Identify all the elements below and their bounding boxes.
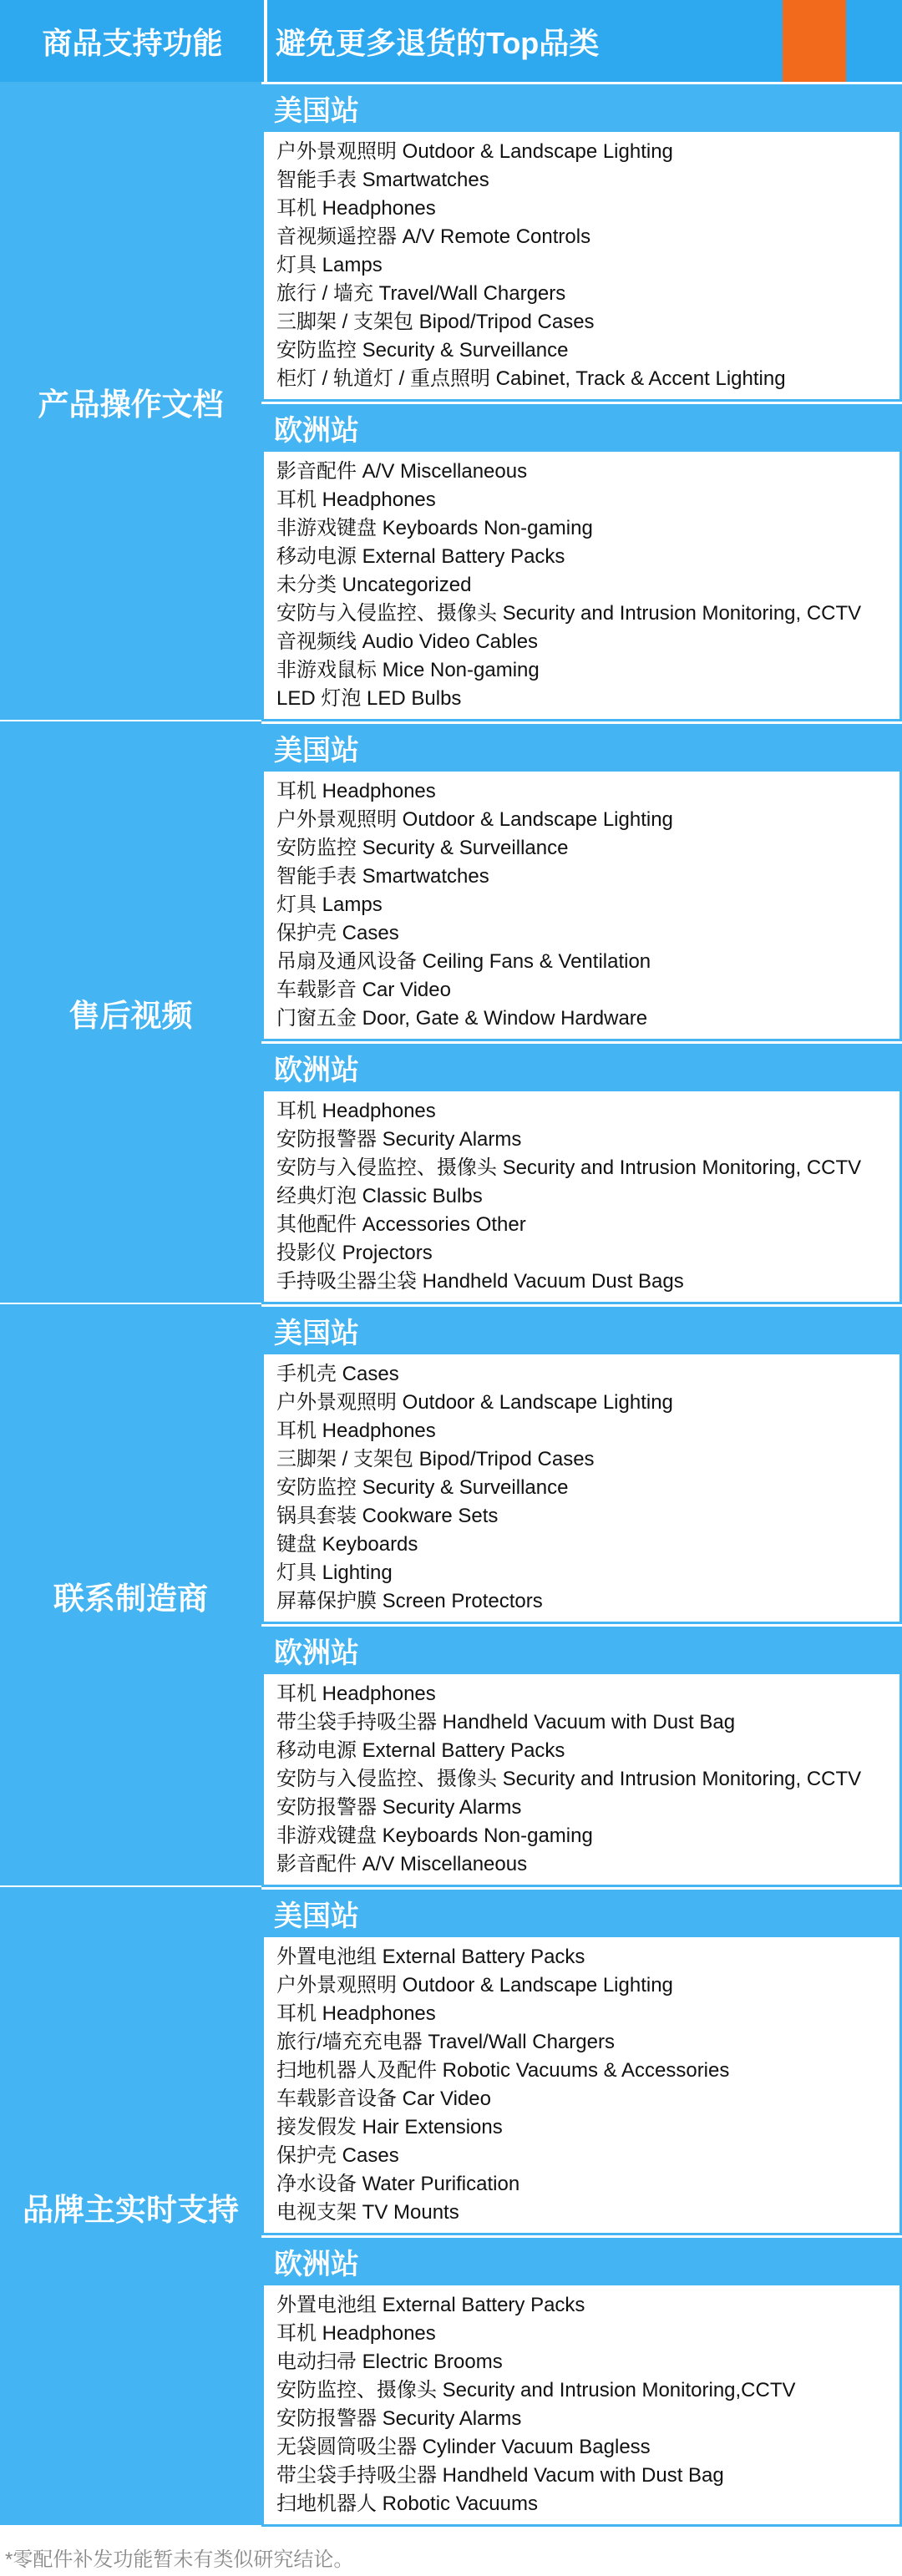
list-item: 耳机 Headphones xyxy=(276,2002,436,2025)
list-item: 投影仪 Projectors xyxy=(276,1242,433,1264)
list-item: 接发假发 Hair Extensions xyxy=(276,2116,503,2138)
list-item: 安防与入侵监控、摄像头 Security and Intrusion Monitoring, CCTV xyxy=(276,1156,862,1179)
list-item: 智能手表 Smartwatches xyxy=(276,865,489,888)
region-label: 美国站 xyxy=(261,1304,902,1354)
list-item: 灯具 Lamps xyxy=(276,893,383,916)
list-item: 耳机 Headphones xyxy=(276,1100,436,1122)
list-item: 旅行 / 墙充 Travel/Wall Chargers xyxy=(276,282,566,305)
list-item: 安防报警器 Security Alarms xyxy=(276,1128,522,1151)
region-item-list xyxy=(261,1354,902,1624)
list-item: 键盘 Keyboards xyxy=(276,1533,418,1556)
list-item: 户外景观照明 Outdoor & Landscape Lighting xyxy=(276,140,673,163)
category-list xyxy=(261,1887,902,2527)
list-item: 安防报警器 Security Alarms xyxy=(276,1796,522,1819)
list-item: 其他配件 Accessories Other xyxy=(276,1213,526,1236)
list-item: 屏幕保护膜 Screen Protectors xyxy=(276,1590,543,1612)
list-item: 音视频线 Audio Video Cables xyxy=(276,630,539,653)
list-item: 音视频遥控器 A/V Remote Controls xyxy=(276,225,591,248)
feature-section xyxy=(0,1304,902,1887)
region-item-list xyxy=(261,772,902,1041)
list-item: 智能手表 Smartwatches xyxy=(276,169,489,191)
feature-section xyxy=(0,82,902,721)
list-item: 耳机 Headphones xyxy=(276,780,436,802)
list-item: 影音配件 A/V Miscellaneous xyxy=(276,1853,528,1875)
table-header xyxy=(0,0,902,82)
category-list xyxy=(261,721,902,1304)
list-item: 安防报警器 Security Alarms xyxy=(276,2407,522,2430)
list-item: 外置电池组 External Battery Packs xyxy=(276,1946,585,1968)
footnote: *零配件补发功能暂未有类似研究结论。 xyxy=(5,2548,354,2571)
region-label: 欧洲站 xyxy=(261,2235,902,2285)
list-item: 影音配件 A/V Miscellaneous xyxy=(276,460,528,483)
list-item: 电视支架 TV Mounts xyxy=(276,2201,459,2224)
category-list xyxy=(261,82,902,721)
section-divider xyxy=(0,2525,261,2528)
list-item: 外置电池组 External Battery Packs xyxy=(276,2294,585,2316)
list-item: 非游戏键盘 Keyboards Non-gaming xyxy=(276,517,593,539)
list-item: 扫地机器人 Robotic Vacuums xyxy=(276,2492,538,2515)
list-item: 灯具 Lamps xyxy=(276,254,383,276)
list-item: 灯具 Lighting xyxy=(276,1561,393,1584)
list-item: 耳机 Headphones xyxy=(276,488,436,511)
region-item-list xyxy=(261,452,902,721)
list-item: 带尘袋手持吸尘器 Handheld Vacum with Dust Bag xyxy=(276,2464,724,2487)
region-item-list xyxy=(261,1674,902,1887)
list-item: 非游戏键盘 Keyboards Non-gaming xyxy=(276,1824,593,1847)
list-item: 耳机 Headphones xyxy=(276,2322,436,2345)
region-label: 欧洲站 xyxy=(261,1041,902,1091)
list-item: 净水设备 Water Purification xyxy=(276,2173,520,2195)
list-item: 经典灯泡 Classic Bulbs xyxy=(276,1185,483,1207)
feature-section xyxy=(0,1887,902,2527)
list-item: 电动扫帚 Electric Brooms xyxy=(276,2351,503,2373)
list-item: 安防监控 Security & Surveillance xyxy=(276,339,569,362)
list-item: 非游戏鼠标 Mice Non-gaming xyxy=(276,659,540,681)
region-label: 欧洲站 xyxy=(261,402,902,452)
list-item: 保护壳 Cases xyxy=(276,2144,399,2167)
list-item: 三脚架 / 支架包 Bipod/Tripod Cases xyxy=(276,1448,595,1470)
list-item: 保护壳 Cases xyxy=(276,922,399,944)
list-item: 带尘袋手持吸尘器 Handheld Vacuum with Dust Bag xyxy=(276,1711,736,1733)
list-item: 移动电源 External Battery Packs xyxy=(276,545,565,568)
list-item: 耳机 Headphones xyxy=(276,197,436,220)
region-label: 美国站 xyxy=(261,721,902,772)
list-item: 车载影音 Car Video xyxy=(276,979,451,1001)
list-item: 手持吸尘器尘袋 Handheld Vacuum Dust Bags xyxy=(276,1270,684,1293)
list-item: 未分类 Uncategorized xyxy=(276,574,472,596)
list-item: 耳机 Headphones xyxy=(276,1420,436,1442)
list-item: 耳机 Headphones xyxy=(276,1683,436,1705)
list-item: 三脚架 / 支架包 Bipod/Tripod Cases xyxy=(276,311,595,333)
list-item: LED 灯泡 LED Bulbs xyxy=(276,687,462,710)
list-item: 安防与入侵监控、摄像头 Security and Intrusion Monitoring, CCTV xyxy=(276,602,862,625)
feature-section xyxy=(0,721,902,1304)
list-item: 门窗五金 Door, Gate & Window Hardware xyxy=(276,1007,648,1030)
list-item: 锅具套装 Cookware Sets xyxy=(276,1505,499,1527)
list-item: 手机壳 Cases xyxy=(276,1363,399,1385)
region-item-list xyxy=(261,2285,902,2527)
list-item: 扫地机器人及配件 Robotic Vacuums & Accessories xyxy=(276,2059,730,2082)
list-item: 柜灯 / 轨道灯 / 重点照明 Cabinet, Track & Accent Lighting xyxy=(276,367,786,390)
list-item: 无袋圆筒吸尘器 Cylinder Vacuum Bagless xyxy=(276,2436,651,2458)
region-label: 美国站 xyxy=(261,82,902,132)
list-item: 旅行/墙充充电器 Travel/Wall Chargers xyxy=(276,2031,615,2053)
list-item: 吊扇及通风设备 Ceiling Fans & Ventilation xyxy=(276,950,651,973)
list-item: 车载影音设备 Car Video xyxy=(276,2088,491,2110)
list-item: 安防监控 Security & Surveillance xyxy=(276,837,569,859)
list-item: 移动电源 External Battery Packs xyxy=(276,1739,565,1762)
feature-name: 产品操作文档 xyxy=(0,82,261,721)
list-item: 安防监控 Security & Surveillance xyxy=(276,1476,569,1499)
list-item: 户外景观照明 Outdoor & Landscape Lighting xyxy=(276,808,673,831)
feature-name: 联系制造商 xyxy=(0,1304,261,1887)
list-item: 户外景观照明 Outdoor & Landscape Lighting xyxy=(276,1391,673,1414)
feature-column-header: 商品支持功能 xyxy=(42,25,223,60)
category-column-header: 避免更多退货的Top品类 xyxy=(276,25,600,60)
feature-name: 售后视频 xyxy=(0,721,261,1304)
list-item: 安防监控、摄像头 Security and Intrusion Monitoring,CCTV xyxy=(276,2379,796,2401)
region-item-list xyxy=(261,1937,902,2235)
region-item-list xyxy=(261,132,902,402)
feature-name: 品牌主实时支持 xyxy=(0,1887,261,2527)
region-label: 欧洲站 xyxy=(261,1624,902,1674)
list-item: 户外景观照明 Outdoor & Landscape Lighting xyxy=(276,1974,673,1997)
category-list xyxy=(261,1304,902,1887)
region-item-list xyxy=(261,1091,902,1304)
list-item: 安防与入侵监控、摄像头 Security and Intrusion Monitoring, CCTV xyxy=(276,1768,862,1790)
region-label: 美国站 xyxy=(261,1887,902,1937)
